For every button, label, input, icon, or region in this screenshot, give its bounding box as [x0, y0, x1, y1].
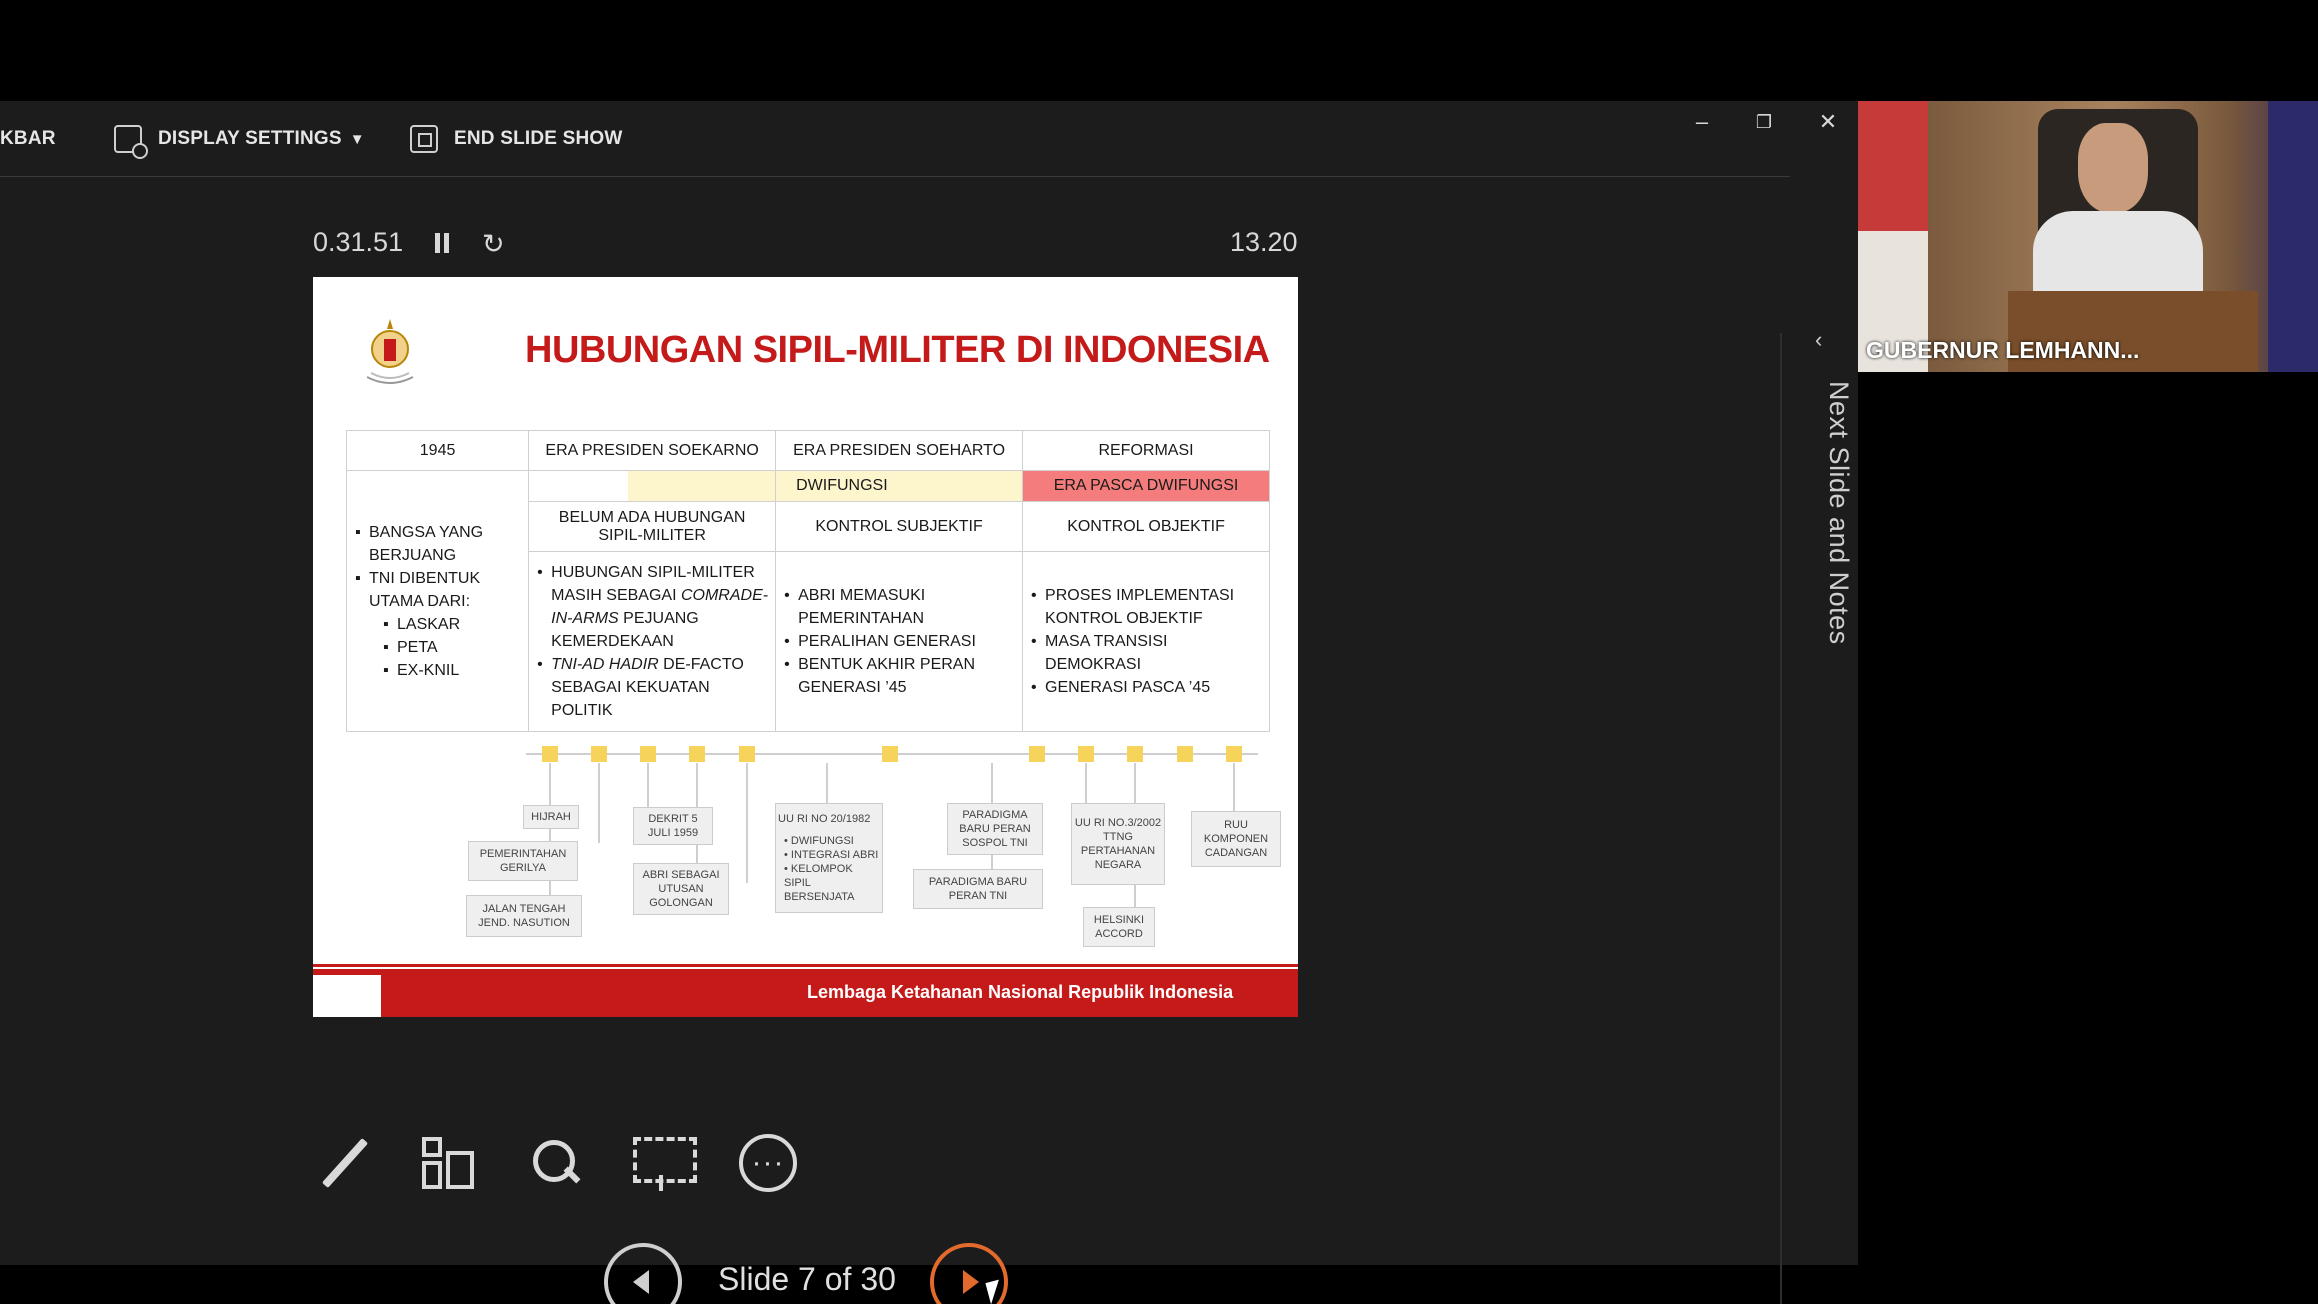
box-ruu-komponen: RUU KOMPONEN CADANGAN	[1191, 811, 1281, 867]
end-slide-show-label: END SLIDE SHOW	[454, 128, 623, 149]
col-reformasi-body	[1023, 552, 1270, 732]
list-item: • GENERASI PASCA ’45	[1045, 676, 1263, 699]
connector-line	[549, 763, 551, 903]
timeline-node	[882, 746, 898, 762]
webcam-video-tile[interactable]	[1858, 101, 2318, 372]
display-settings-label: DISPLAY SETTINGS	[158, 128, 342, 149]
next-arrow-icon	[963, 1270, 979, 1294]
list-item-text: HUBUNGAN SIPIL-MILITER MASIH SEBAGAI	[551, 564, 755, 604]
box-paradigma-sospol: PARADIGMA BARU PERAN SOSPOL TNI	[947, 803, 1043, 855]
timeline-node	[1226, 746, 1242, 762]
zoom-icon	[533, 1140, 579, 1186]
control-soeharto: KONTROL SUBJEKTIF	[776, 502, 1023, 552]
display-settings-icon	[114, 125, 142, 153]
end-slide-show-button[interactable]	[410, 101, 623, 177]
list-item: ▪ PETA	[397, 636, 522, 659]
list-item: • ABRI MEMASUKI PEMERINTAHAN	[798, 584, 1016, 630]
col-soekarno-body	[529, 552, 776, 732]
zoom-button[interactable]	[524, 1131, 588, 1195]
list-item: ▪ BANGSA YANG BERJUANG	[369, 521, 522, 567]
list-item: ▪ EX-KNIL	[397, 659, 522, 682]
era-table	[346, 430, 1270, 732]
col-1945-body	[347, 471, 529, 732]
presenter-view	[0, 101, 1858, 1297]
box-uu-1982-title: UU RI NO 20/1982	[778, 813, 871, 825]
timeline-node	[1078, 746, 1094, 762]
previous-slide-button[interactable]	[604, 1243, 682, 1304]
box-paradigma-tni: PARADIGMA BARU PERAN TNI	[913, 869, 1043, 909]
slide-counter[interactable]: Slide 7 of 30	[718, 1261, 896, 1297]
presenter-toolbar	[0, 101, 1838, 177]
list-item-italic: TNI-AD HADIR	[551, 656, 659, 673]
laser-pointer-button[interactable]	[630, 1131, 694, 1195]
dwifungsi-row	[347, 471, 1270, 502]
connector-line	[598, 763, 600, 843]
chevron-down-icon: ▼	[349, 130, 365, 148]
footer-white-block	[313, 975, 381, 1017]
list-item-text: PEJUANG KEMERDEKAAN	[551, 610, 699, 650]
minimize-button[interactable]: –	[1695, 109, 1709, 134]
pen-tool-button[interactable]	[313, 1131, 377, 1195]
list-item: • BENTUK AKHIR PERAN GENERASI ’45	[798, 653, 1016, 699]
timeline-node	[1177, 746, 1193, 762]
participant-name: GUBERNUR LEMHANN...	[1866, 337, 2140, 363]
pen-icon	[322, 1138, 368, 1188]
list-item: • KELOMPOK SIPIL BERSENJATA	[784, 862, 880, 904]
timeline-node	[1127, 746, 1143, 762]
see-all-slides-button[interactable]	[416, 1131, 480, 1195]
col-soeharto-body	[776, 552, 1023, 732]
control-soekarno: BELUM ADA HUBUNGAN SIPIL-MILITER	[529, 502, 776, 552]
prev-arrow-icon	[633, 1270, 649, 1294]
timeline-node	[542, 746, 558, 762]
flag-red-stripe	[1858, 101, 1928, 231]
list-item: • INTEGRASI ABRI	[784, 848, 880, 862]
footer-text: Lembaga Ketahanan Nasional Republik Indonesia	[807, 982, 1234, 1002]
timeline-node	[1029, 746, 1045, 762]
list-item-text: DE-FACTO SEBAGAI KEKUATAN POLITIK	[551, 656, 744, 719]
next-slide-notes-toggle[interactable]: Next Slide and Notes	[1824, 381, 1854, 645]
list-item-italic: COMRADE-IN-ARMS	[551, 587, 769, 627]
list-item: • MASA TRANSISI DEMOKRASI	[1045, 630, 1263, 676]
taskbar-label: KBAR	[0, 128, 56, 149]
timeline-node	[739, 746, 755, 762]
elapsed-timer: 0.31.51	[313, 227, 404, 257]
more-options-icon: ···	[739, 1134, 797, 1192]
connector-line	[647, 763, 649, 813]
list-item	[551, 561, 769, 653]
header-soeharto: ERA PRESIDEN SOEHARTO	[776, 431, 1023, 471]
box-dekrit: DEKRIT 5 JULI 1959	[633, 807, 713, 845]
box-abri-utusan: ABRI SEBAGAI UTUSAN GOLONGAN	[633, 863, 729, 915]
pause-icon[interactable]	[432, 233, 452, 255]
close-button[interactable]: ✕	[1818, 109, 1838, 134]
reset-icon[interactable]: ↻	[482, 229, 505, 259]
see-all-slides-icon	[420, 1135, 476, 1191]
more-options-button[interactable]	[736, 1131, 800, 1195]
box-uu-1982-list	[784, 834, 880, 904]
end-slide-show-icon	[410, 125, 438, 153]
current-slide	[313, 277, 1298, 1017]
slide-title: HUBUNGAN SIPIL-MILITER DI INDONESIA	[525, 329, 1270, 371]
dwifungsi-band	[776, 471, 1023, 502]
list-item	[369, 567, 522, 682]
list-item	[551, 653, 769, 722]
timeline-node	[689, 746, 705, 762]
timeline-node	[591, 746, 607, 762]
panel-divider[interactable]	[1780, 333, 1782, 1304]
list-item: ▪ LASKAR	[397, 613, 522, 636]
collapse-chevron-icon[interactable]: ‹	[1815, 327, 1823, 352]
list-item: • DWIFUNGSI	[784, 834, 880, 848]
current-time: 13.20	[1230, 227, 1298, 257]
box-pemerintahan-gerilya: PEMERINTAHAN GERILYA	[468, 841, 578, 881]
laser-pointer-icon	[633, 1133, 691, 1193]
footer-divider	[313, 964, 1298, 967]
control-reformasi: KONTROL OBJEKTIF	[1023, 502, 1270, 552]
box-jalan-tengah: JALAN TENGAH JEND. NASUTION	[466, 895, 582, 937]
box-uu-1982	[775, 803, 883, 913]
list-item-text: TNI DIBENTUK UTAMA DARI:	[369, 569, 481, 610]
header-soekarno: ERA PRESIDEN SOEKARNO	[529, 431, 776, 471]
dwifungsi-label: DWIFUNGSI	[796, 477, 888, 494]
dwifungsi-spacer	[529, 471, 776, 502]
timeline-node	[640, 746, 656, 762]
box-uu-2002: UU RI NO.3/2002 TTNG PERTAHANAN NEGARA	[1071, 803, 1165, 885]
taskbar-button[interactable]	[0, 101, 56, 177]
list-item: • PROSES IMPLEMENTASI KONTROL OBJEKTIF	[1045, 584, 1263, 630]
display-settings-button[interactable]	[114, 101, 365, 177]
lemhannas-emblem-icon	[361, 315, 419, 391]
connector-line	[746, 763, 748, 883]
participant-head	[2078, 123, 2148, 213]
institution-flag	[2268, 101, 2318, 372]
table-header-row	[347, 431, 1270, 471]
box-hijrah: HIJRAH	[523, 805, 579, 829]
restore-button[interactable]: ❐	[1755, 111, 1773, 132]
list-item: • PERALIHAN GENERASI	[798, 630, 1016, 653]
header-1945: 1945	[347, 431, 529, 471]
header-reformasi: REFORMASI	[1023, 431, 1270, 471]
pasca-dwifungsi-band: ERA PASCA DWIFUNGSI	[1023, 471, 1270, 502]
box-helsinki: HELSINKI ACCORD	[1083, 907, 1155, 947]
